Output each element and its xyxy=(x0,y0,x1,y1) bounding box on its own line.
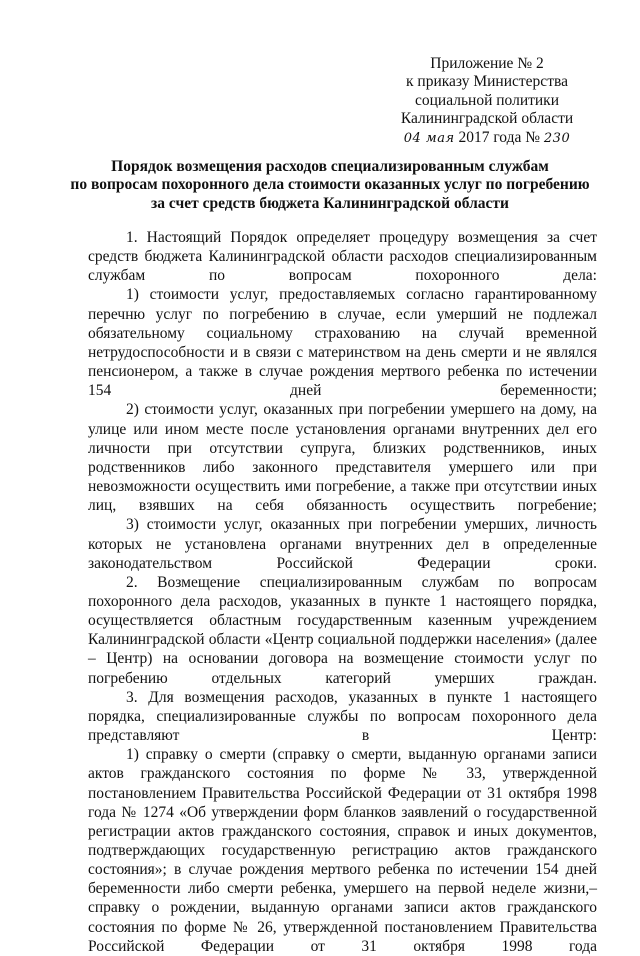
title-line-2: по вопросам похоронного дела стоимости оказанных услуг по погребению xyxy=(70,176,590,194)
handwritten-order-number: 230 xyxy=(543,130,571,146)
appendix-number: Приложение № 2 xyxy=(430,55,544,72)
title-line-3: за счет средств бюджета Калининградской области xyxy=(151,194,509,212)
paragraph-1: 1. Настоящий Порядок определяет процедуру возмещения за счет средств бюджета Калининградской области расходов специализированным службам по вопросам похоронного дела: xyxy=(88,229,597,285)
paragraph-2: 2. Возмещение специализированным службам по вопросам похоронного дела расходов, указанных в пункте 1 настоящего порядка, осуществляется областным государственным казенным учреждением Калининградской области «Центр социальной поддержки населения» (далее – Центр) на основании договора на возмещение стоимости услуг по погребению отдельных категорий умерших граждан. xyxy=(88,573,597,687)
region-name: Калининградской области xyxy=(400,110,574,128)
paragraph-3-item-1: 1) справку о смерти (справку о смерти, выданную органами записи актов гражданского состояния по форме № 33, утвержденной постановлением Правительства Российской Федерации от 31 октября 1998 года № 1274 «Об утверждении форм бланков заявлений о государственной регистрации актов гражданского состояния, справок и иных документов, подтверждающих государственную регистрацию актов гражданского состояния»; в случае рождения мертвого ребенка по истечении 154 дней беременности либо смерти ребенка, умершего на первой неделе жизни,– справку о рождении, выданную органами записи актов гражданского состояния по форме № 26, утвержденной постановлением Правительства Российской Федерации от 31 октября 1998 года xyxy=(88,746,597,955)
order-year-text: 2017 года № xyxy=(454,128,544,146)
ministry-name: социальной политики xyxy=(414,91,560,109)
order-reference: к приказу Министерства xyxy=(406,73,568,91)
paragraph-3: 3. Для возмещения расходов, указанных в пункте 1 настоящего порядка, специализированные службы по вопросам похоронного дела представляют в Центр: xyxy=(88,688,597,745)
handwritten-date: 04 мая xyxy=(403,130,455,146)
appendix-header xyxy=(372,55,602,148)
paragraph-1-item-1: 1) стоимости услуг, предоставляемых согласно гарантированному перечню услуг по погребению в случае, если умерший не подлежал обязательному социальному страхованию на случай временной нетрудоспособности и в связи с материнством на день смерти и не являлся пенсионером, а также в случае рождения мертвого ребенка по истечении 154 дней беременности; xyxy=(88,286,597,400)
paragraph-1-item-2: 2) стоимости услуг, оказанных при погребении умершего на дому, на улице или ином месте после установления органами внутренних дел его личности при отсутствии супруга, близких родственников, иных родственников либо законного представителя умершего или при невозможности осуществить ими погребение, а также при отсутствии иных лиц, взявших на себя обязанность осуществить погребение; xyxy=(88,401,597,515)
document-body xyxy=(88,228,597,956)
order-date-line xyxy=(372,129,602,148)
title-line-1: Порядок возмещения расходов специализированным службам xyxy=(111,158,549,175)
document-title xyxy=(60,158,600,213)
paragraph-1-item-3: 3) стоимости услуг, оказанных при погребении умерших, личность которых не установлена органами внутренних дел в определенные законодательством Российской Федерации сроки. xyxy=(88,516,597,572)
